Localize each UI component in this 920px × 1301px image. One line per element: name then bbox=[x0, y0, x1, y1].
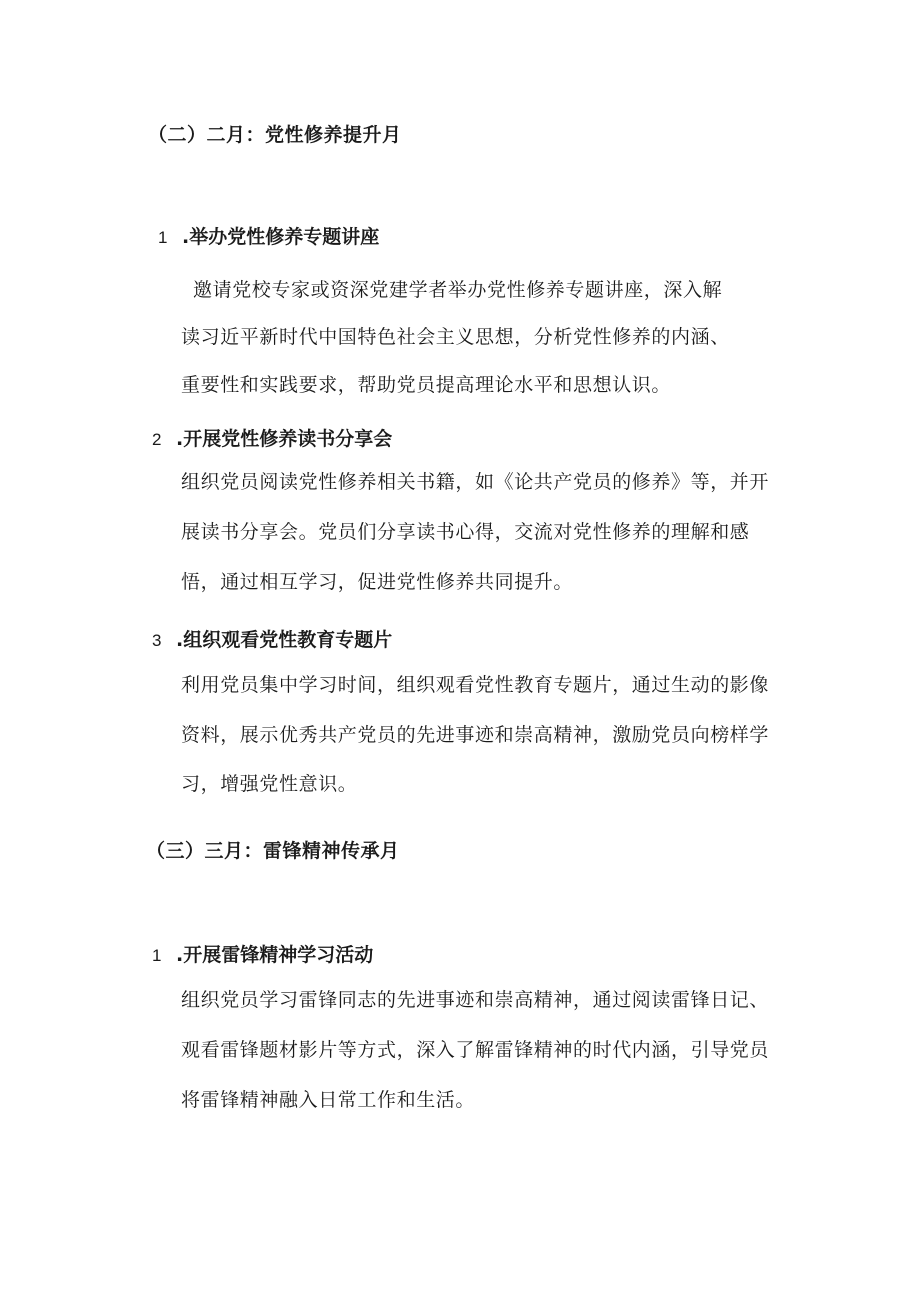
item-number: 1 bbox=[158, 228, 168, 247]
paragraph-line: 将雷锋精神融入日常工作和生活。 bbox=[181, 1089, 476, 1111]
paragraph-line: 悟，通过相互学习，促进党性修养共同提升。 bbox=[181, 571, 574, 593]
paragraph-line: 利用党员集中学习时间，组织观看党性教育专题片，通过生动的影像 bbox=[181, 674, 770, 696]
paragraph-line: 组织党员学习雷锋同志的先进事迹和崇高精神，通过阅读雷锋日记、 bbox=[181, 989, 770, 1011]
item-number: 3 bbox=[152, 631, 162, 650]
item-title: .组织观看党性教育专题片 bbox=[176, 629, 393, 651]
paragraph-line: 资料，展示优秀共产党员的先进事迹和崇高精神，激励党员向榜样学 bbox=[181, 724, 770, 746]
item-number: 2 bbox=[152, 430, 162, 449]
item-number: 1 bbox=[152, 946, 162, 965]
paragraph-line: 观看雷锋题材影片等方式，深入了解雷锋精神的时代内涵，引导党员 bbox=[181, 1039, 770, 1061]
item-heading bbox=[152, 940, 373, 967]
paragraph-line: 邀请党校专家或资深党建学者举办党性修养专题讲座，深入解 bbox=[193, 279, 723, 301]
item-title: .开展党性修养读书分享会 bbox=[176, 428, 393, 450]
paragraph-line: 组织党员阅读党性修养相关书籍，如《论共产党员的修养》等，并开 bbox=[181, 471, 770, 493]
item-heading bbox=[152, 424, 392, 451]
section-heading-march: （三）三月：雷锋精神传承月 bbox=[146, 840, 400, 862]
item-heading bbox=[152, 625, 392, 652]
paragraph-line: 展读书分享会。党员们分享读书心得，交流对党性修养的理解和感 bbox=[181, 521, 750, 543]
paragraph-line: 重要性和实践要求，帮助党员提高理论水平和思想认识。 bbox=[181, 374, 672, 396]
paragraph-line: 读习近平新时代中国特色社会主义思想，分析党性修养的内涵、 bbox=[181, 326, 730, 348]
item-title: .举办党性修养专题讲座 bbox=[182, 226, 380, 248]
item-heading bbox=[158, 222, 379, 249]
paragraph-line: 习，增强党性意识。 bbox=[181, 773, 358, 795]
item-title: .开展雷锋精神学习活动 bbox=[176, 944, 374, 966]
section-heading-february: （二）二月：党性修养提升月 bbox=[148, 124, 402, 146]
